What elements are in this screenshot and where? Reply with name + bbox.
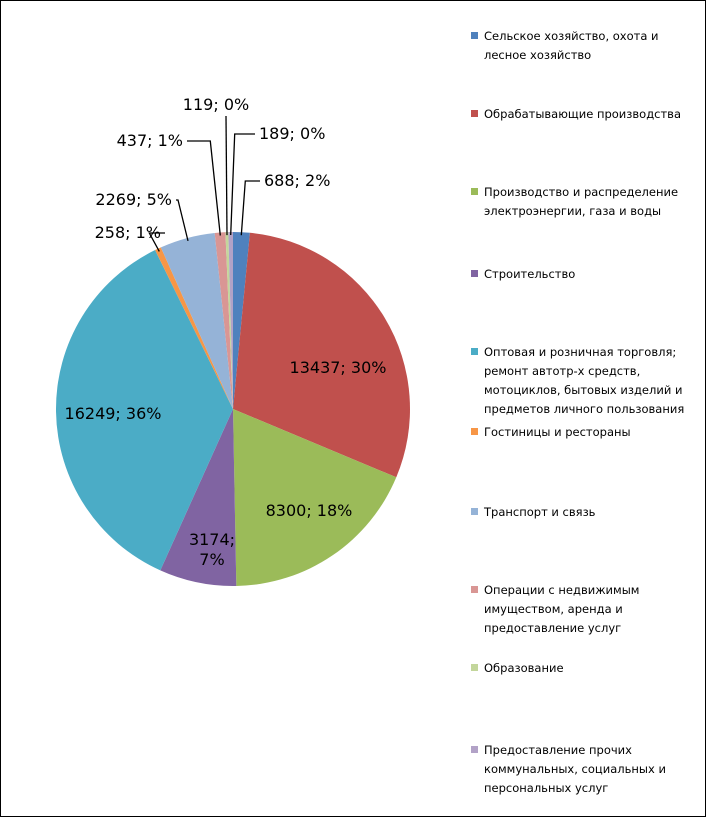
legend-swatch bbox=[471, 428, 478, 435]
data-label: 189; 0% bbox=[259, 124, 326, 143]
legend-label: Транспорт и связь bbox=[484, 505, 596, 519]
data-label: 119; 0% bbox=[182, 95, 250, 114]
legend-swatch bbox=[471, 188, 478, 195]
data-label: 258; 1% bbox=[94, 223, 161, 242]
leader-line bbox=[226, 116, 227, 235]
legend-label: Обрабатывающие производства bbox=[484, 107, 682, 121]
data-label: 2269; 5% bbox=[95, 190, 172, 209]
legend-swatch bbox=[471, 32, 478, 39]
data-label: 688; 2% bbox=[264, 171, 331, 190]
legend-swatch bbox=[471, 586, 478, 593]
legend-swatch bbox=[471, 746, 478, 753]
data-label: 8300; 18% bbox=[265, 501, 353, 520]
data-label: 3174; 7% bbox=[188, 530, 236, 569]
legend-label: Оптовая и розничная торговля; ремонт автотр-х средств, мотоциклов, бытовых изделий и предметов личного пользования bbox=[484, 345, 685, 416]
legend-label: Строительство bbox=[484, 267, 576, 281]
leader-line bbox=[241, 181, 260, 235]
legend-swatch bbox=[471, 110, 478, 117]
legend-label: Производство и распределение электроэнергии, газа и воды bbox=[484, 185, 679, 218]
leader-line bbox=[176, 200, 188, 241]
legend-label: Гостиницы и рестораны bbox=[484, 425, 631, 439]
legend-label: Предоставление прочих коммунальных, социальных и персональных услуг bbox=[484, 743, 666, 795]
legend-label: Образование bbox=[484, 661, 564, 675]
leader-line bbox=[187, 141, 220, 236]
legend-swatch bbox=[471, 508, 478, 515]
legend bbox=[471, 1, 701, 816]
legend-swatch bbox=[471, 348, 478, 355]
data-label: 13437; 30% bbox=[289, 358, 387, 377]
legend-label: Операции с недвижимым имуществом, аренда и предоставление услуг bbox=[484, 583, 640, 635]
legend-swatch bbox=[471, 270, 478, 277]
data-label: 16249; 36% bbox=[64, 404, 162, 423]
legend-label: Сельское хозяйство, охота и лесное хозяйство bbox=[484, 29, 659, 62]
data-label: 437; 1% bbox=[116, 131, 183, 150]
legend-swatch bbox=[471, 664, 478, 671]
